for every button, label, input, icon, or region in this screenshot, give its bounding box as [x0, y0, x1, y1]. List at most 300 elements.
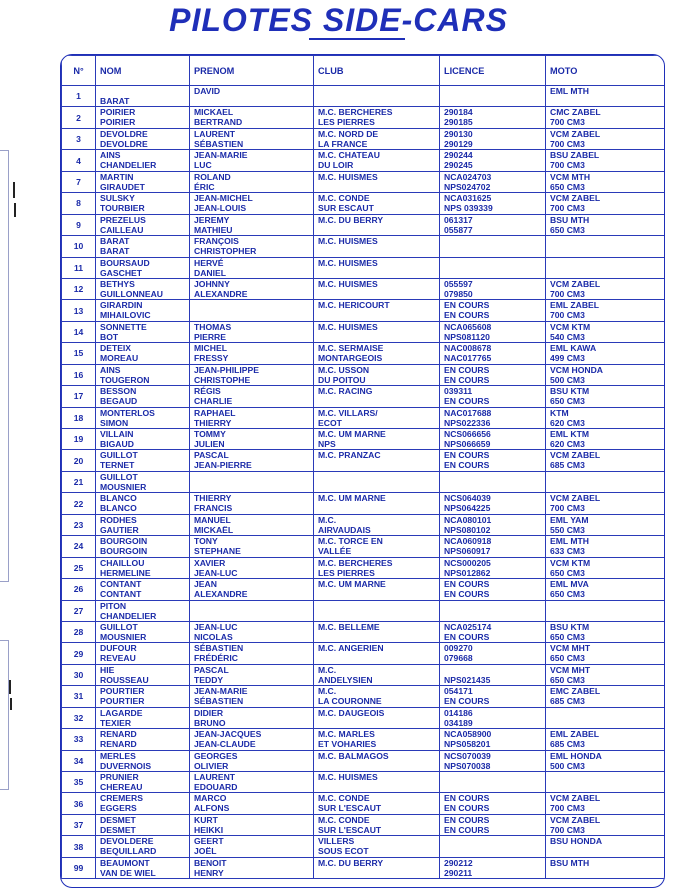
cell-nom: [96, 814, 190, 835]
cell-moto-line: 500 CM3: [550, 374, 585, 385]
cell-licence-line: [444, 601, 541, 611]
cell-nom: [96, 643, 190, 664]
cell-club-line: M.C. USSON: [318, 364, 370, 375]
cell-club: [314, 707, 440, 728]
table-row: [62, 150, 666, 171]
cell-licence-line: [444, 772, 541, 782]
cell-moto-line: EML MVA: [550, 579, 589, 590]
cell-moto-line: VCM ZABEL: [550, 493, 601, 504]
cell-num: 30: [62, 664, 96, 685]
cell-moto-line: CMC ZABEL: [550, 107, 601, 118]
cell-club-line: [318, 653, 435, 663]
cell-nom: [96, 364, 190, 385]
cell-moto-line: 650 CM3: [550, 396, 585, 407]
cell-club-line: [318, 782, 435, 792]
cell-moto: [546, 278, 666, 299]
cell-licence-line: 290244: [444, 150, 473, 161]
cell-club-line: M.C. SERMAISE: [318, 343, 384, 354]
cell-nom: [96, 514, 190, 535]
cell-num: 26: [62, 579, 96, 600]
cell-num: 19: [62, 429, 96, 450]
cell-club-line: [318, 182, 435, 192]
cell-prenom-line: BENOIT: [194, 857, 227, 868]
cell-num: 99: [62, 857, 96, 878]
cell-nom: [96, 729, 190, 750]
cell-prenom-line: OLIVIER: [194, 760, 229, 771]
cell-moto-line: [550, 718, 662, 728]
cell-moto-line: VCM MHT: [550, 664, 591, 675]
table-header-row: [62, 56, 666, 86]
cell-prenom-line: JEAN-JACQUES: [194, 729, 262, 740]
cell-prenom: [190, 643, 314, 664]
cell-moto-line: 633 CM3: [550, 546, 585, 557]
cell-moto-line: EML HONDA: [550, 750, 602, 761]
cell-num: 12: [62, 278, 96, 299]
cell-club: [314, 214, 440, 235]
cell-club-line: M.C. HUISMES: [318, 171, 378, 182]
cell-prenom-line: MARCO: [194, 793, 227, 804]
cell-moto: [546, 557, 666, 578]
cell-moto-line: [550, 868, 662, 878]
cell-nom-line: DEVOLDRE: [100, 128, 148, 139]
cell-club-line: M.C. DU BERRY: [318, 214, 384, 225]
cell-prenom-line: MATHIEU: [194, 224, 233, 235]
cell-licence-line: NPS 039339: [444, 203, 493, 214]
cell-licence-line: NCA058900: [444, 729, 492, 740]
cell-moto-line: 650 CM3: [550, 631, 585, 642]
cell-licence: [440, 450, 546, 471]
cell-nom-line: MOUSNIER: [100, 631, 147, 642]
cell-prenom-line: ROLAND: [194, 171, 231, 182]
cell-club-line: SUR L'ESCAUT: [318, 803, 382, 814]
cell-prenom: [190, 364, 314, 385]
cell-club-line: M.C. CHATEAU: [318, 150, 380, 161]
cell-club-line: ET VOHARIES: [318, 739, 377, 750]
cell-licence-line: [444, 482, 541, 492]
cell-prenom: [190, 836, 314, 857]
cell-prenom: [190, 557, 314, 578]
cell-nom: [96, 128, 190, 149]
cell-nom-line: CONTANT: [100, 579, 142, 590]
cell-licence: [440, 643, 546, 664]
cell-club: [314, 364, 440, 385]
cell-licence: [440, 493, 546, 514]
cell-licence-line: 079850: [444, 288, 473, 299]
cell-licence-line: EN COURS: [444, 374, 490, 385]
cell-licence-line: EN COURS: [444, 814, 490, 825]
cell-club: [314, 814, 440, 835]
cell-club: [314, 321, 440, 342]
cell-moto: [546, 471, 666, 492]
cell-moto: [546, 729, 666, 750]
cell-nom-line: GAUTIER: [100, 524, 139, 535]
cell-moto: [546, 193, 666, 214]
cell-club-line: M.C. UM MARNE: [318, 493, 386, 504]
cell-prenom: [190, 621, 314, 642]
scan-mark: [9, 680, 11, 694]
cell-nom-line: AINS: [100, 364, 121, 375]
cell-moto-line: 499 CM3: [550, 353, 585, 364]
table-row: [62, 557, 666, 578]
cell-prenom-line: [194, 310, 309, 320]
table-row: [62, 386, 666, 407]
cell-moto: [546, 793, 666, 814]
col-header-licence: LICENCE: [440, 56, 546, 86]
cell-prenom-line: [194, 611, 309, 621]
cell-moto-line: BSU KTM: [550, 386, 590, 397]
cell-moto: [546, 707, 666, 728]
cell-moto-line: VCM KTM: [550, 321, 591, 332]
cell-prenom-line: PIERRE: [194, 331, 226, 342]
table-row: [62, 257, 666, 278]
cell-moto-line: 650 CM3: [550, 653, 585, 664]
cell-licence-line: NCS070039: [444, 750, 491, 761]
cell-moto-line: BSU KTM: [550, 621, 590, 632]
cell-club-line: ANDELYSIEN: [318, 674, 373, 685]
cell-nom-line: MOUSNIER: [100, 481, 147, 492]
cell-prenom-line: JEAN-MARIE: [194, 150, 248, 161]
cell-licence: [440, 579, 546, 600]
cell-moto-line: BSU HONDA: [550, 836, 603, 847]
cell-club: [314, 429, 440, 450]
cell-nom: [96, 386, 190, 407]
cell-nom-line: BLANCO: [100, 493, 137, 504]
cell-club-line: M.C. BERCHERES: [318, 107, 393, 118]
cell-licence-line: EN COURS: [444, 460, 490, 471]
cell-licence-line: [444, 246, 541, 256]
cell-prenom-line: SÉBASTIEN: [194, 643, 244, 654]
table-row: [62, 793, 666, 814]
cell-club-line: [318, 632, 435, 642]
cell-nom-line: POIRIER: [100, 107, 136, 118]
cell-nom: [96, 664, 190, 685]
cell-prenom-line: RÉGIS: [194, 386, 221, 397]
cell-club-line: [318, 86, 435, 96]
cell-club: [314, 471, 440, 492]
cell-prenom: [190, 600, 314, 621]
cell-nom-line: BLANCO: [100, 503, 137, 514]
cell-moto: [546, 750, 666, 771]
table-row: [62, 193, 666, 214]
cell-club-line: [318, 482, 435, 492]
cell-licence: [440, 600, 546, 621]
cell-licence: [440, 171, 546, 192]
cell-licence: [440, 686, 546, 707]
cell-nom-line: BETHYS: [100, 278, 135, 289]
cell-club-line: [318, 472, 435, 482]
cell-moto: [546, 321, 666, 342]
cell-moto: [546, 579, 666, 600]
cell-prenom: [190, 514, 314, 535]
cell-prenom-line: LAURENT: [194, 128, 236, 139]
cell-num: 18: [62, 407, 96, 428]
cell-club: [314, 600, 440, 621]
cell-prenom: [190, 450, 314, 471]
scan-mark: [14, 203, 16, 217]
cell-moto: [546, 107, 666, 128]
cell-moto: [546, 450, 666, 471]
cell-nom-line: BARAT: [100, 236, 130, 247]
cell-club: [314, 236, 440, 257]
cell-licence: [440, 729, 546, 750]
cell-moto-line: 620 CM3: [550, 439, 585, 449]
cell-club-line: [318, 868, 435, 878]
cell-moto-line: 685 CM3: [550, 696, 585, 707]
cell-club-line: [318, 589, 435, 599]
pilots-table: [61, 55, 665, 879]
cell-licence: [440, 128, 546, 149]
cell-licence-line: NCA060918: [444, 536, 492, 547]
cell-club-line: M.C. HERICOURT: [318, 300, 390, 311]
cell-num: 22: [62, 493, 96, 514]
cell-licence-line: 054171: [444, 686, 473, 697]
cell-moto-line: 620 CM3: [550, 417, 585, 428]
cell-nom: [96, 536, 190, 557]
cell-licence: [440, 471, 546, 492]
cell-num: 9: [62, 214, 96, 235]
cell-moto: [546, 257, 666, 278]
cell-prenom-line: GEERT: [194, 836, 224, 847]
cell-licence: [440, 772, 546, 793]
cell-moto: [546, 214, 666, 235]
cell-licence-line: NPS066659: [444, 439, 491, 449]
cell-licence-line: 034189: [444, 717, 473, 728]
cell-licence: [440, 300, 546, 321]
cell-club: [314, 343, 440, 364]
cell-num: 8: [62, 193, 96, 214]
cell-nom: [96, 150, 190, 171]
cell-moto: [546, 386, 666, 407]
cell-moto-line: 650 CM3: [550, 674, 585, 685]
cell-nom: [96, 86, 190, 107]
cell-nom: [96, 236, 190, 257]
table-row: [62, 643, 666, 664]
cell-club: [314, 171, 440, 192]
cell-nom-line: BIGAUD: [100, 439, 134, 449]
cell-club-line: SUR L'ESCAUT: [318, 824, 382, 835]
cell-moto: [546, 514, 666, 535]
cell-nom-line: RENARD: [100, 739, 137, 750]
cell-licence: [440, 857, 546, 878]
cell-licence-line: EN COURS: [444, 696, 490, 707]
cell-prenom-line: MICKAËL: [194, 524, 234, 535]
cell-moto: [546, 772, 666, 793]
cell-nom: [96, 857, 190, 878]
table-row: [62, 107, 666, 128]
cell-moto-line: 650 CM3: [550, 224, 585, 235]
cell-licence-line: 055597: [444, 278, 473, 289]
cell-licence: [440, 407, 546, 428]
cell-prenom: [190, 429, 314, 450]
cell-prenom-line: THIERRY: [194, 417, 232, 428]
cell-licence-line: NCS066656: [444, 429, 491, 439]
cell-nom-line: BEQUILLARD: [100, 846, 157, 857]
cell-num: 11: [62, 257, 96, 278]
cell-club-line: M.C. MARLES: [318, 729, 375, 740]
cell-nom-line: POURTIER: [100, 696, 145, 707]
cell-moto-line: EML YAM: [550, 514, 589, 525]
cell-nom: [96, 471, 190, 492]
cell-nom: [96, 171, 190, 192]
cell-club-line: M.C. CONDE: [318, 193, 370, 204]
cell-prenom: [190, 536, 314, 557]
table-row: [62, 450, 666, 471]
cell-prenom: [190, 707, 314, 728]
cell-nom: [96, 450, 190, 471]
cell-prenom: [190, 236, 314, 257]
cell-prenom: [190, 321, 314, 342]
cell-num: 2: [62, 107, 96, 128]
cell-moto-line: EMC ZABEL: [550, 686, 601, 697]
cell-prenom: [190, 386, 314, 407]
cell-club: [314, 857, 440, 878]
cell-club-line: [318, 246, 435, 256]
cell-moto: [546, 686, 666, 707]
cell-licence-line: EN COURS: [444, 579, 490, 590]
cell-club-line: M.C. VILLARS/: [318, 407, 378, 418]
cell-licence: [440, 214, 546, 235]
cell-licence-line: EN COURS: [444, 589, 490, 600]
table-row: [62, 514, 666, 535]
cell-prenom: [190, 86, 314, 107]
cell-club-line: [318, 761, 435, 771]
cell-prenom-line: BERTRAND: [194, 117, 243, 128]
cell-moto-line: 700 CM3: [550, 117, 585, 128]
cell-prenom-line: ALEXANDRE: [194, 589, 248, 600]
cell-club: [314, 86, 440, 107]
cell-club: [314, 278, 440, 299]
cell-nom-line: BOT: [100, 331, 119, 342]
cell-moto: [546, 600, 666, 621]
cell-moto-line: KTM: [550, 407, 569, 418]
table-row: [62, 750, 666, 771]
table-row: [62, 128, 666, 149]
cell-licence: [440, 278, 546, 299]
cell-moto-line: VCM HONDA: [550, 364, 603, 375]
cell-licence-line: [444, 236, 541, 246]
cell-prenom: [190, 729, 314, 750]
cell-licence: [440, 86, 546, 107]
cell-moto-line: EML MTH: [550, 536, 589, 547]
cell-nom: [96, 193, 190, 214]
cell-moto-line: VCM ZABEL: [550, 450, 601, 461]
cell-club: [314, 128, 440, 149]
cell-prenom-line: LUC: [194, 160, 212, 171]
cell-licence-line: EN COURS: [444, 300, 490, 311]
cell-prenom-line: ALEXANDRE: [194, 288, 248, 299]
cell-nom-line: CHAILLOU: [100, 557, 145, 568]
cell-moto-line: 700 CM3: [550, 138, 585, 149]
cell-nom-line: REVEAU: [100, 653, 136, 664]
cell-num: 7: [62, 171, 96, 192]
cell-prenom-line: [194, 601, 309, 611]
table-row: [62, 814, 666, 835]
cell-licence-line: 055877: [444, 224, 473, 235]
cell-licence: [440, 707, 546, 728]
cell-moto: [546, 150, 666, 171]
cell-licence: [440, 836, 546, 857]
cell-moto-line: EML ZABEL: [550, 729, 600, 740]
cell-nom-line: VILLAIN: [100, 429, 134, 439]
cell-num: 13: [62, 300, 96, 321]
cell-nom: [96, 750, 190, 771]
col-header-num: N°: [62, 56, 96, 86]
table-row: [62, 664, 666, 685]
cell-club: [314, 772, 440, 793]
cell-moto-line: VCM ZABEL: [550, 193, 601, 204]
cell-licence-line: 290184: [444, 107, 473, 118]
cell-club-line: M.C. UM MARNE: [318, 429, 386, 439]
cell-nom-line: GUILLONNEAU: [100, 288, 164, 299]
cell-nom-line: BOURGOIN: [100, 546, 148, 557]
cell-moto-line: 700 CM3: [550, 503, 585, 514]
cell-nom: [96, 343, 190, 364]
cell-club: [314, 579, 440, 600]
cell-club-line: LES PIERRES: [318, 567, 375, 578]
cell-nom: [96, 107, 190, 128]
cell-prenom-line: PASCAL: [194, 664, 229, 675]
cell-prenom-line: JEAN-LUC: [194, 621, 238, 632]
cell-licence-line: EN COURS: [444, 824, 490, 835]
cell-prenom-line: JULIEN: [194, 439, 225, 449]
table-row: [62, 600, 666, 621]
cell-prenom-line: HEIKKI: [194, 824, 224, 835]
cell-licence-line: 290129: [444, 138, 473, 149]
scan-mark: [13, 182, 15, 198]
cell-prenom-line: MICHEL: [194, 343, 227, 354]
cell-prenom: [190, 772, 314, 793]
cell-prenom: [190, 407, 314, 428]
cell-moto: [546, 621, 666, 642]
cell-moto: [546, 86, 666, 107]
cell-moto-line: [550, 601, 662, 611]
cell-moto-line: 650 CM3: [550, 589, 585, 600]
cell-moto-line: 650 CM3: [550, 567, 585, 578]
cell-moto-line: 685 CM3: [550, 460, 585, 471]
cell-licence: [440, 386, 546, 407]
cell-prenom: [190, 257, 314, 278]
cell-licence: [440, 429, 546, 450]
cell-club: [314, 557, 440, 578]
cell-nom: [96, 557, 190, 578]
cell-nom-line: RODHES: [100, 514, 137, 525]
cell-moto: [546, 364, 666, 385]
cell-prenom: [190, 750, 314, 771]
table-row: [62, 278, 666, 299]
cell-prenom-line: STEPHANE: [194, 546, 241, 557]
cell-licence-line: 290211: [444, 867, 473, 878]
cell-licence: [440, 107, 546, 128]
cell-nom-line: MERLES: [100, 750, 136, 761]
cell-nom-line: EGGERS: [100, 803, 137, 814]
cell-moto-line: [550, 246, 662, 256]
cell-prenom-line: JEAN-LUC: [194, 567, 238, 578]
cell-licence: [440, 343, 546, 364]
table-row: [62, 772, 666, 793]
cell-moto-line: EML ZABEL: [550, 300, 600, 311]
cell-licence: [440, 536, 546, 557]
cell-licence-line: [444, 472, 541, 482]
cell-num: 35: [62, 772, 96, 793]
table-row: [62, 707, 666, 728]
cell-prenom-line: JEAN-PIERRE: [194, 460, 252, 471]
cell-club-line: ECOT: [318, 417, 342, 428]
cell-nom-line: [100, 86, 185, 96]
cell-licence-line: EN COURS: [444, 364, 490, 375]
cell-num: 20: [62, 450, 96, 471]
cell-moto: [546, 429, 666, 450]
table-row: [62, 214, 666, 235]
